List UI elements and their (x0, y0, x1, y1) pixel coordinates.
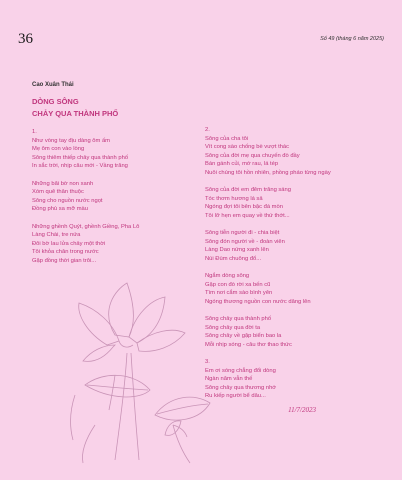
poem-line: Tìm nơi cắm sào bình yên (205, 290, 273, 296)
poem-line: Làng Dao nứng xanh lên (205, 247, 269, 253)
poem-line: Sông chảy qua thương nhớ (205, 384, 277, 391)
issue-info: Số 49 (tháng 6 năm 2025) (320, 36, 384, 42)
poem-line: Ngóng thương nguồn con nước dâng lên (205, 298, 311, 305)
stanza-number: 3. (205, 359, 210, 365)
stanza (32, 180, 192, 214)
poem-line: Xóm quê thân thuộc (32, 189, 84, 195)
poem-line: Ngàn năm vẫn thế (205, 376, 253, 382)
poem-title-line-1: DÒNG SÔNG (32, 97, 79, 106)
poem-line: Sông của cha tôi (205, 135, 249, 142)
poem-line: Gặp đồng thời gian trôi... (32, 257, 97, 264)
poem-line: Núi Đùm chuông đổ... (205, 255, 262, 262)
poem-left-column (32, 128, 192, 274)
poem-line: Mỗi nhịp sóng - câu thơ thao thức (205, 341, 292, 348)
poem-line: Tóc thơm hương lá sả (205, 195, 263, 202)
poem-line: Tôi lỡ hẹn em quay về thứ thớt... (205, 212, 290, 219)
stanza-number: 1. (32, 129, 37, 135)
poem-line: Sông tiễn người đi - chia biệt (205, 230, 280, 236)
stanza (205, 272, 380, 306)
poem-line: Sông của đời em đêm trăng sáng (205, 187, 291, 193)
stanza (205, 186, 380, 220)
poem-line: Sông của đời mẹ qua chuyến đò đầy (205, 152, 300, 159)
poem-line: Những bãi bờ non xanh (32, 180, 94, 187)
poem-line: Gặp con đò rời xa bến cũ (205, 281, 271, 288)
poem-line: Sông chảy qua thành phố (205, 316, 272, 322)
poem-line: Sông chảy qua đời ta (205, 324, 261, 331)
stanza-number: 2. (205, 127, 210, 133)
lotus-flower-illustration (55, 275, 225, 465)
poem-line: Ngắm dòng sông (205, 273, 250, 279)
poem-line: Sông chảy về gặp biển bao la (205, 333, 282, 339)
poem-line: Sông đón người về - đoàn viên (205, 238, 285, 245)
poem-line: Sông cho nguồn nước ngọt (32, 197, 103, 204)
poem-line: Vít cong sào chống bè vượt thác (205, 144, 290, 150)
poem-title (32, 96, 118, 120)
poem-line: Ru kiếp người bể dâu... (205, 393, 266, 399)
poem-line: Làng Chài, tre nứa (32, 232, 81, 238)
poem-line: Những ghềnh Quýt, ghềnh Giềng, Pha Lô (32, 223, 140, 230)
poem-line: Đôi bờ lau lửa chảy một thời (32, 240, 106, 247)
poem-line: Bán gánh củi, mớ rau, lá tép (205, 161, 279, 167)
poem-line: Em ơi sóng chẳng đổi dòng (205, 367, 276, 374)
stanza (32, 128, 192, 171)
poem-date: 11/7/2023 (288, 406, 316, 414)
poem-line: Như vòng tay địu dàng ôm ấm (32, 137, 110, 144)
stanza (205, 358, 380, 401)
poem-right-column (205, 126, 380, 410)
poem-line: Đồng phù sa mỡ màu (32, 206, 89, 212)
poem-line: Tôi khỏa chân trong nước (32, 249, 99, 255)
page-number: 36 (18, 31, 33, 47)
stanza (205, 126, 380, 177)
stanza (32, 223, 192, 266)
poem-line: Mẹ ôm con vào lòng (32, 146, 85, 152)
poem-line: Ngóng đợi tôi bên bậc đá mòn (205, 204, 283, 210)
author-name: Cao Xuân Thái (32, 82, 74, 88)
poem-line: Sông thiêm thiếp chảy qua thành phố (32, 154, 129, 161)
stanza (205, 229, 380, 263)
poem-title-line-2: CHẢY QUA THÀNH PHỐ (32, 109, 119, 118)
poem-line: Nuôi chúng tôi hồn nhiên, phồng pháo từng ngày (205, 169, 331, 176)
stanza (205, 315, 380, 349)
poem-line: In sắc trời, nhịp câu mới - Vầng trăng (32, 163, 128, 169)
